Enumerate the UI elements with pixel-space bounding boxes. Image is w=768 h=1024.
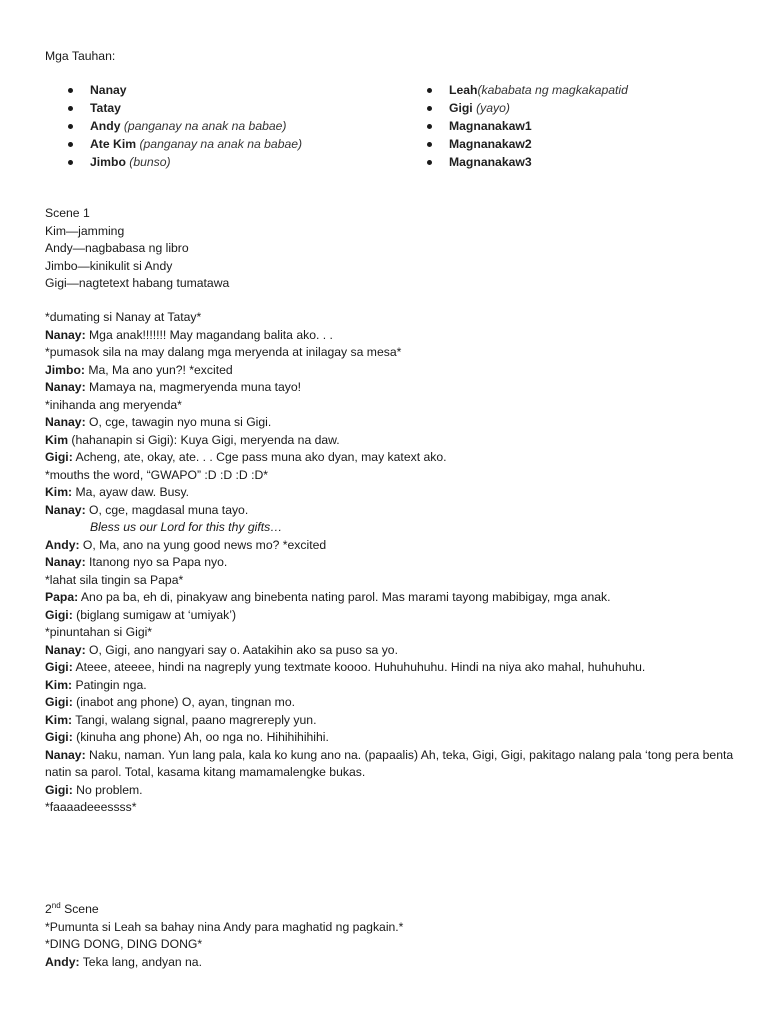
cast-name: Nanay xyxy=(90,83,127,97)
line-text: Acheng, ate, okay, ate. . . Cge pass muna ako dyan, may katext ako. xyxy=(72,450,447,464)
speaker-name: Nanay: xyxy=(45,415,86,429)
stage-direction xyxy=(45,572,757,590)
cast-item xyxy=(427,136,628,154)
line-text: *lahat sila tingin sa Papa* xyxy=(45,572,184,587)
cast-item xyxy=(68,136,302,154)
speaker-name: Gigi: xyxy=(45,782,73,797)
line-text: *Pumunta si Leah sa bahay nina Andy para maghatid ng pagkain.* xyxy=(45,919,404,934)
cast-item xyxy=(427,118,628,136)
line-text: No problem. xyxy=(72,782,143,797)
line-text: Ano pa ba, eh di, pinakyaw ang binebenta nating parol. Mas marami tayong mabibigay, mga anak. xyxy=(78,590,611,604)
line-text: O, Gigi, ano nangyari say o. Aatakihin ako sa puso sa yo. xyxy=(85,642,398,657)
stage-direction xyxy=(45,397,757,415)
scene2-dialogue xyxy=(45,919,757,972)
dialogue-line xyxy=(45,589,757,607)
line-text: Patingin nga. xyxy=(72,677,147,692)
dialogue-line xyxy=(45,537,757,555)
stage-direction xyxy=(45,519,757,537)
speaker-name: Jimbo: xyxy=(45,362,85,377)
dialogue-line xyxy=(45,642,757,660)
stage-direction xyxy=(45,467,757,485)
dialogue-line xyxy=(45,554,757,572)
speaker-name: Nanay: xyxy=(45,642,86,657)
cast-name: Magnanakaw1 xyxy=(449,118,532,133)
cast-heading: Mga Tauhan: xyxy=(45,49,116,63)
dialogue-line xyxy=(45,362,757,380)
dialogue-line xyxy=(45,659,757,677)
speaker-name: Nanay: xyxy=(45,380,86,394)
speaker-name: Nanay: xyxy=(45,555,86,569)
line-text: *faaaadeeessss* xyxy=(45,800,137,814)
stage-direction xyxy=(45,344,757,362)
cast-note: (bunso) xyxy=(125,154,171,169)
dialogue-line xyxy=(45,607,757,625)
cast-name: Leah xyxy=(449,83,478,97)
scene-role: Gigi—nagtetext habang tumatawa xyxy=(45,276,230,290)
speaker-name: Kim: xyxy=(45,712,73,727)
stage-direction xyxy=(45,624,757,642)
cast-name: Andy xyxy=(90,118,121,133)
line-text: Naku, naman. Yun lang pala, kala ko kung ano na. (papaalis) Ah, teka, Gigi, Gigi, pakitago nalang pala ‘tong pera benta natin sa parol. Total, kasama kitang mamamalengke bukas. xyxy=(45,747,734,779)
line-text: Bless us our Lord for this thy gifts… xyxy=(90,520,283,534)
scene2-title-text: Scene xyxy=(60,902,99,916)
cast-list-left xyxy=(68,82,302,172)
line-text: Tangi, walang signal, paano magrereply yun. xyxy=(72,712,317,727)
cast-name: Magnanakaw2 xyxy=(449,136,532,151)
cast-note: (kababata ng magkakapatid xyxy=(477,83,628,97)
line-text: Itanong nyo sa Papa nyo. xyxy=(85,555,228,569)
scene2-title-ordinal: nd xyxy=(51,900,61,910)
dialogue-line xyxy=(45,712,757,730)
speaker-name: Nanay: xyxy=(45,747,86,762)
speaker-name: Gigi: xyxy=(45,695,73,709)
line-text: (biglang sumigaw at ‘umiyak’) xyxy=(72,607,237,622)
dialogue-line xyxy=(45,747,757,782)
cast-name: Ate Kim xyxy=(90,136,137,151)
speaker-name: Gigi: xyxy=(45,660,73,674)
speaker-name: Andy: xyxy=(45,954,80,969)
cast-item xyxy=(68,118,302,136)
dialogue-line xyxy=(45,432,757,450)
cast-item xyxy=(427,154,628,172)
scene-role: Kim—jamming xyxy=(45,223,125,238)
speaker-name: Andy: xyxy=(45,537,80,552)
dialogue-line xyxy=(45,694,757,712)
speaker-name: Kim: xyxy=(45,485,73,499)
cast-item xyxy=(68,154,302,172)
line-text: O, cge, magdasal muna tayo. xyxy=(85,502,249,517)
cast-item xyxy=(68,82,302,100)
dialogue-line xyxy=(45,502,757,520)
line-text: Mga anak!!!!!!! May magandang balita ako. . . xyxy=(85,327,333,342)
scene1-section xyxy=(45,205,757,293)
scene2-section xyxy=(45,901,757,971)
dialogue-line xyxy=(45,954,757,972)
line-text: *pumasok sila na may dalang mga meryenda at inilagay sa mesa* xyxy=(45,345,402,359)
cast-note: (yayo) xyxy=(472,100,510,115)
cast-name: Tatay xyxy=(90,100,121,115)
line-text: *DING DONG, DING DONG* xyxy=(45,937,203,951)
cast-name: Jimbo xyxy=(90,154,126,169)
line-text: O, cge, tawagin nyo muna si Gigi. xyxy=(85,415,272,429)
stage-direction xyxy=(45,936,757,954)
line-text: Teka lang, andyan na. xyxy=(79,954,202,969)
dialogue-line xyxy=(45,327,757,345)
line-text: Ma, Ma ano yun?! *excited xyxy=(84,362,233,377)
speaker-name: Gigi: xyxy=(45,730,73,744)
line-text: Ateee, ateeee, hindi na nagreply yung textmate koooo. Huhuhuhuhu. Hindi na niya ako mahal, huhuhuhu. xyxy=(72,660,646,674)
scene-role: Andy—nagbabasa ng libro xyxy=(45,241,189,255)
dialogue-line xyxy=(45,677,757,695)
cast-item xyxy=(68,100,302,118)
cast-list-right xyxy=(427,82,628,172)
speaker-name: Papa: xyxy=(45,590,79,604)
cast-item xyxy=(427,100,628,118)
dialogue-line xyxy=(45,782,757,800)
scene1-title: Scene 1 xyxy=(45,206,90,220)
dialogue-line xyxy=(45,414,757,432)
line-text: *dumating si Nanay at Tatay* xyxy=(45,310,202,324)
line-text: O, Ma, ano na yung good news mo? *excited xyxy=(79,537,327,552)
line-text: *pinuntahan si Gigi* xyxy=(45,625,153,639)
dialogue-line xyxy=(45,729,757,747)
line-text: (kinuha ang phone) Ah, oo nga no. Hihihihihihi. xyxy=(72,730,329,744)
cast-name: Magnanakaw3 xyxy=(449,154,532,169)
line-text: Ma, ayaw daw. Busy. xyxy=(72,485,190,499)
scene1-dialogue xyxy=(45,309,757,817)
cast-note: (panganay na anak na babae) xyxy=(136,136,303,151)
dialogue-line xyxy=(45,379,757,397)
cast-note: (panganay na anak na babae) xyxy=(120,118,287,133)
line-text: *inihanda ang meryenda* xyxy=(45,397,182,412)
speaker-name: Kim: xyxy=(45,677,73,692)
speaker-name: Gigi: xyxy=(45,450,73,464)
scene-role: Jimbo—kinikulit si Andy xyxy=(45,258,173,273)
line-text: (hahanapin si Gigi): Kuya Gigi, meryenda na daw. xyxy=(68,432,340,447)
stage-direction xyxy=(45,919,757,937)
scene2-title-number: 2 xyxy=(45,902,52,916)
speaker-name: Gigi: xyxy=(45,607,73,622)
speaker-name: Nanay: xyxy=(45,327,86,342)
stage-direction xyxy=(45,799,757,817)
stage-direction xyxy=(45,309,757,327)
cast-item xyxy=(427,82,628,100)
speaker-name: Nanay: xyxy=(45,502,86,517)
dialogue-line xyxy=(45,484,757,502)
scene2-title xyxy=(45,901,757,919)
line-text: *mouths the word, “GWAPO” :D :D :D :D* xyxy=(45,467,269,482)
cast-name: Gigi xyxy=(449,100,473,115)
speaker-name: Kim xyxy=(45,432,69,447)
dialogue-line xyxy=(45,449,757,467)
line-text: (inabot ang phone) O, ayan, tingnan mo. xyxy=(72,695,295,709)
line-text: Mamaya na, magmeryenda muna tayo! xyxy=(85,380,302,394)
